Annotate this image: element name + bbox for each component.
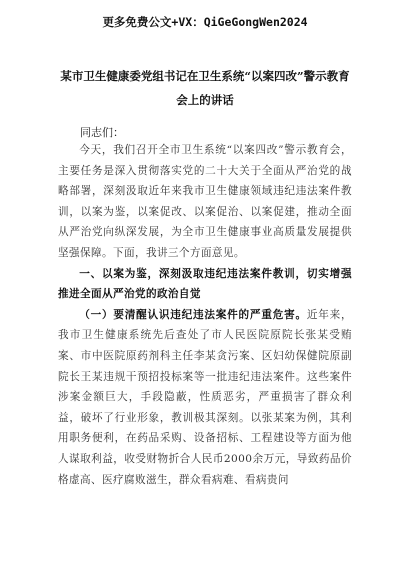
- body-paragraph: [58, 305, 352, 490]
- section-heading: 一、以案为鉴，深刻汲取违纪违法案件教训，切实增强推进全面从严治党的政治自觉: [58, 267, 352, 301]
- document-title: 某市卫生健康委党组书记在卫生系统“以案四改”警示教育会上的讲话: [60, 69, 350, 107]
- body-paragraph: 今天，我们召开全市卫生系统“以案四改”警示教育会，主要任务是深入贯彻落实党的二十大关于全面从严治党的战略部署，深刻汲取近年来我市卫生健康领域违纪违法案件教训，以案为鉴，以案促改、以案促治、以案促建，推动全面从严治党向纵深发展，为全市卫生健康事业高质量发展提供坚强保障。下面，我讲三个方面意见。: [58, 144, 352, 259]
- salutation: 同志们：: [80, 126, 124, 139]
- document-body: [58, 140, 352, 490]
- header-banner: 更多免费公文+VX：QiGeGongWen2024: [102, 15, 308, 29]
- subsection-heading: （一）要清醒认识违纪违法案件的严重危害。: [79, 308, 307, 321]
- subsection-text: 近年来，我市卫生健康系统先后查处了市人民医院原院长张某受贿案、市中医院原药剂科主任李某贪污案、区妇幼保健院原副院长王某违规干预招投标案等一批违纪违法案件。这些案件涉案金额巨大，手段隐蔽，性质恶劣，严重损害了群众利益，破坏了行业形象，教训极其深刻。以张某案为例，其利用职务便利，在药品采购、设备招标、工程建设等方面为他人谋取利益，收受财物折合人民币2000余万元，导致药品价格虚高、医疗腐败滋生，群众看病难、看病贵问: [58, 308, 353, 486]
